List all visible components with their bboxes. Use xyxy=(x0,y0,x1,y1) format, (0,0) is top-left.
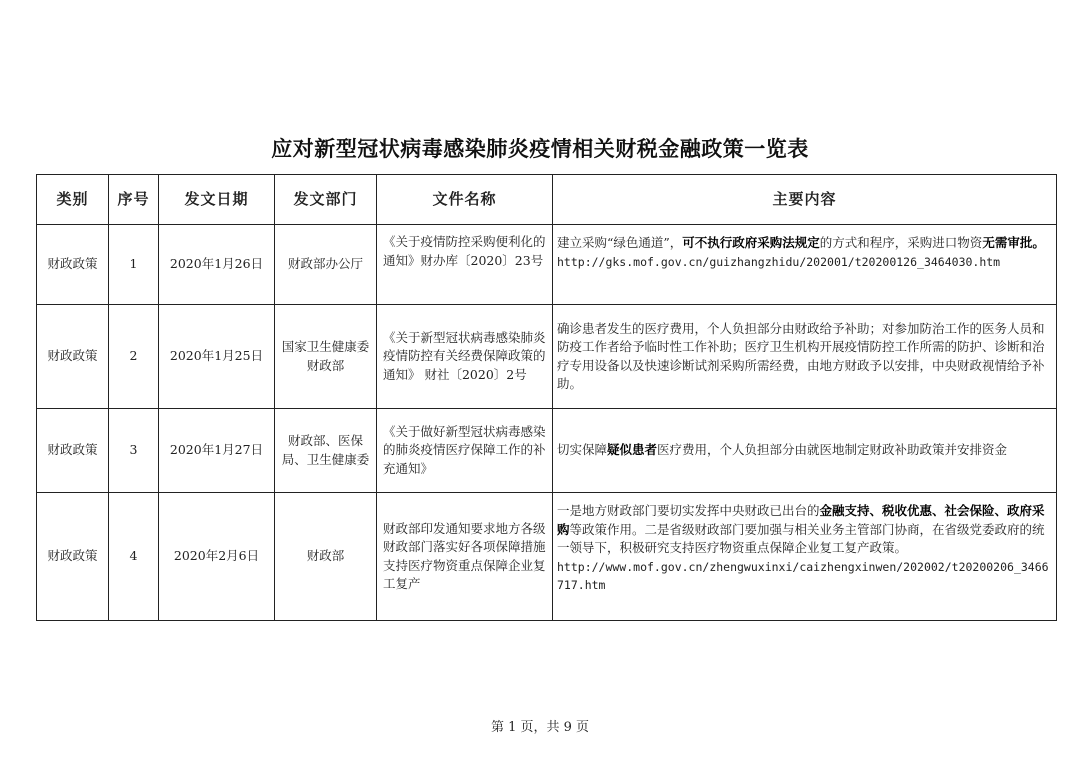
content-text: 医疗费用，个人负担部分由就医地制定财政补助政策并安排资金 xyxy=(657,442,1008,458)
cell-category: 财政政策 xyxy=(37,493,109,621)
content-url-link[interactable]: http://www.mof.gov.cn/zhengwuxinxi/caizhengxinwen/202002/t20200206_3466717.htm xyxy=(557,559,1049,592)
table-row xyxy=(37,305,1057,409)
cell-content xyxy=(553,305,1057,409)
content-text: 确诊患者发生的医疗费用，个人负担部分由财政给予补助；对参加防治工作的医务人员和防疫工作者给予临时性工作补助；医疗卫生机构开展疫情防控工作所需的防护、诊断和治疗专用设备以及快速诊断试剂采购所需经费，由地方财政予以安排，中央财政视情给予补助。 xyxy=(557,320,1045,391)
content-bold: 金融支持、税收优惠、社会保险、政府采购 xyxy=(557,503,1045,537)
cell-date: 2020年1月27日 xyxy=(159,409,275,493)
cell-content xyxy=(553,409,1057,493)
cell-category: 财政政策 xyxy=(37,225,109,305)
table-row xyxy=(37,409,1057,493)
header-dept: 发文部门 xyxy=(275,175,377,225)
header-category: 类别 xyxy=(37,175,109,225)
content-text: 一是地方财政部门要切实发挥中央财政已出台的 xyxy=(557,503,820,518)
cell-dept: 国家卫生健康委 财政部 xyxy=(275,305,377,409)
table-row xyxy=(37,493,1057,621)
content-text: 切实保障 xyxy=(557,442,608,458)
content-bold: 疑似患者 xyxy=(607,442,658,458)
cell-file: 财政部印发通知要求地方各级财政部门落实好各项保障措施 支持医疗物资重点保障企业复工复产 xyxy=(377,493,553,621)
content-url-link[interactable]: http://gks.mof.gov.cn/guizhangzhidu/202001/t20200126_3464030.htm xyxy=(557,254,1001,269)
content-bold: 可不执行政府采购法规定 xyxy=(682,235,820,250)
page-footer: 第 1 页，共 9 页 xyxy=(490,720,590,735)
cell-date: 2020年1月26日 xyxy=(159,225,275,305)
cell-date: 2020年2月6日 xyxy=(159,493,275,621)
content-text: 的方式和程序，采购进口物资 xyxy=(819,235,983,250)
cell-file: 《关于新型冠状病毒感染肺炎疫情防控有关经费保障政策的通知》 财社〔2020〕2号 xyxy=(377,305,553,409)
header-no: 序号 xyxy=(109,175,159,225)
page-title: 应对新型冠状病毒感染肺炎疫情相关财税金融政策一览表 xyxy=(271,137,809,161)
cell-no: 3 xyxy=(109,409,159,493)
cell-file: 《关于疫情防控采购便利化的通知》财办库〔2020〕23号 xyxy=(377,225,553,305)
table-row xyxy=(37,225,1057,305)
cell-no: 2 xyxy=(109,305,159,409)
cell-content xyxy=(553,493,1057,621)
cell-date: 2020年1月25日 xyxy=(159,305,275,409)
content-text: 建立采购“绿色通道”， xyxy=(557,235,683,250)
cell-dept: 财政部 xyxy=(275,493,377,621)
cell-no: 1 xyxy=(109,225,159,305)
cell-no: 4 xyxy=(109,493,159,621)
cell-file: 《关于做好新型冠状病毒感染的肺炎疫情医疗保障工作的补充通知》 xyxy=(377,409,553,493)
cell-category: 财政政策 xyxy=(37,409,109,493)
cell-dept: 财政部办公厅 xyxy=(275,225,377,305)
content-bold: 无需审批。 xyxy=(982,235,1045,250)
cell-dept: 财政部、医保局、卫生健康委 xyxy=(275,409,377,493)
table-header-row xyxy=(37,175,1057,225)
header-content: 主要内容 xyxy=(553,175,1057,225)
cell-category: 财政政策 xyxy=(37,305,109,409)
policy-table xyxy=(36,174,1057,621)
cell-content xyxy=(553,225,1057,305)
header-date: 发文日期 xyxy=(159,175,275,225)
content-text: 等政策作用。二是省级财政部门要加强与相关业务主管部门协商，在省级党委政府的统一领导下，积极研究支持医疗物资重点保障企业复工复产政策。 xyxy=(557,521,1045,555)
header-file: 文件名称 xyxy=(377,175,553,225)
